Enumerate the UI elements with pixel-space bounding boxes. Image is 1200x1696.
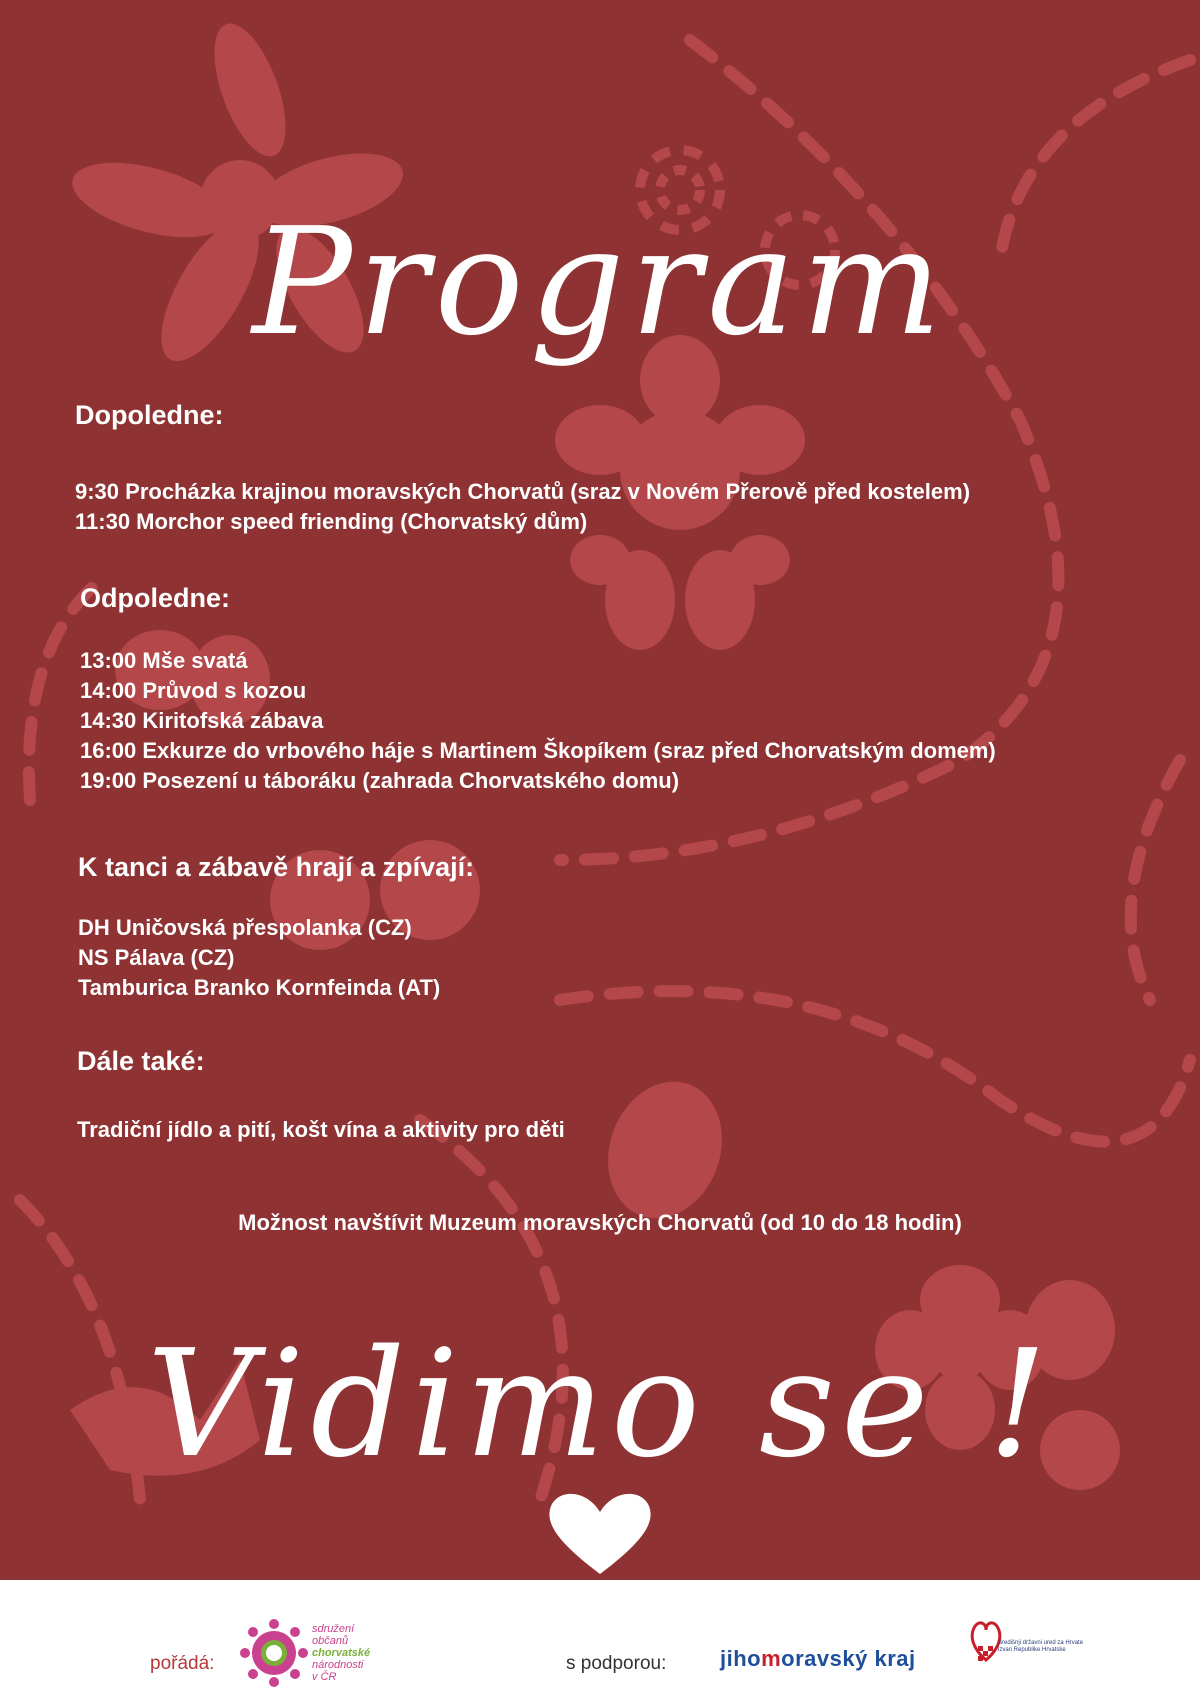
closing-greeting: Vidimo se ! <box>146 1318 1054 1490</box>
performer-item: DH Uničovská přespolanka (CZ) <box>78 915 412 940</box>
croatia-office-logo-text: Središnji državni ured za Hrvate izvan Republike Hrvatske <box>998 1640 1084 1653</box>
support-label: s podporou: <box>566 1653 667 1674</box>
morning-section <box>75 400 970 537</box>
organizer-label: pořádá: <box>150 1653 215 1674</box>
performer-item: Tamburica Branko Kornfeinda (AT) <box>78 975 441 1000</box>
also-section <box>77 1046 565 1145</box>
schedule-item: 16:00 Exkurze do vrbového háje s Martinem Škopíkem (sraz před Chorvatským domem) <box>80 738 996 763</box>
schedule-item: 13:00 Mše svatá <box>80 648 248 673</box>
heart-icon <box>545 1488 655 1578</box>
music-section <box>78 852 474 1003</box>
afternoon-heading: Odpoledne: <box>80 583 230 613</box>
morning-heading: Dopoledne: <box>75 400 224 430</box>
afternoon-section <box>80 583 996 796</box>
organizer-logo-text: sdružení občanů chorvatské národnosti v ČR <box>312 1623 371 1683</box>
region-logo: jihomoravský kraj <box>720 1646 916 1671</box>
organizer-logo-icon <box>240 1618 308 1688</box>
schedule-item: 11:30 Morchor speed friending (Chorvatský dům) <box>75 509 588 534</box>
also-heading: Dále také: <box>77 1046 205 1076</box>
activity-item: Tradiční jídlo a pití, košt vína a aktivity pro děti <box>77 1117 565 1142</box>
music-heading: K tanci a zábavě hrají a zpívají: <box>78 852 475 882</box>
footer <box>0 1580 1200 1696</box>
page-title: Program <box>252 196 948 368</box>
schedule-item: 9:30 Procházka krajinou moravských Chorvatů (sraz v Novém Přerově před kostelem) <box>75 479 971 504</box>
schedule-item: 14:00 Průvod s kozou <box>80 678 307 703</box>
schedule-item: 14:30 Kiritofská zábava <box>80 708 324 733</box>
museum-note: Možnost navštívit Muzeum moravských Chorvatů (od 10 do 18 hodin) <box>238 1210 962 1235</box>
performer-item: NS Pálava (CZ) <box>78 945 235 970</box>
schedule-item: 19:00 Posezení u táboráku (zahrada Chorvatského domu) <box>80 768 680 793</box>
